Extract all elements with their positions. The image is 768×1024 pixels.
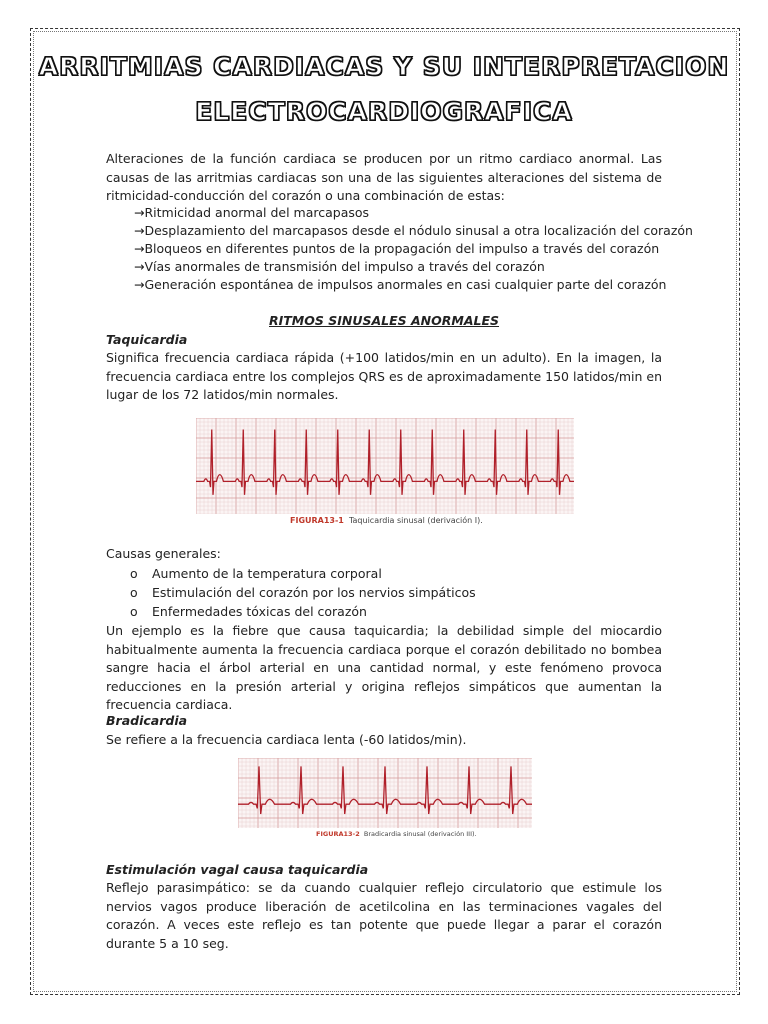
- bradicardia-heading: Bradicardia: [106, 713, 188, 728]
- taquicardia-heading: Taquicardia: [106, 332, 188, 347]
- vagal-heading: Estimulación vagal causa taquicardia: [106, 862, 369, 877]
- title-line-1: ARRITMIAS CARDIACAS Y SU INTERPRETACION: [38, 52, 730, 81]
- cause-text: Aumento de la temperatura corporal: [152, 566, 382, 581]
- cause-text: Estimulación del corazón por los nervios simpáticos: [152, 585, 476, 600]
- taquicardia-paragraph: Significa frecuencia cardiaca rápida (+100 latidos/min en un adulto). En la imagen, la frecuencia cardiaca entre los complejos QRS es de aproximadamente 150 latidos/min en lugar de los 72 latidos/min normales.: [106, 350, 662, 402]
- figure-label-1: FIGURA13-1: [290, 516, 344, 525]
- section-title: RITMOS SINUSALES ANORMALES: [268, 313, 500, 328]
- figure-caption-text-2: Bradicardia sinusal (derivación III).: [363, 830, 477, 838]
- intro-paragraph: Alteraciones de la función cardiaca se producen por un ritmo cardiaco anormal. Las causas de las arritmias cardiacas son una de las siguientes alteraciones del sistema de ritmicidad-conducción del corazón o una combinación de estas:: [106, 151, 662, 203]
- causes-label: Causas generales:: [106, 546, 221, 561]
- cause-text: Enfermedades tóxicas del corazón: [152, 604, 367, 619]
- title-line-2: ELECTROCARDIOGRAFICA: [195, 97, 573, 126]
- taquicardia-example: Un ejemplo es la fiebre que causa taquicardia; la debilidad simple del miocardio habitualmente aumenta la frecuencia cardiaca porque el corazón debilitado no bombea sangre hacia el árbol arterial en una cantidad normal, y este fenómeno provoca reducciones en la presión arterial y origina reflejos simpáticos que aumentan la frecuencia cardiaca.: [106, 623, 662, 712]
- intro-item-4: →Vías anormales de transmisión del impulso a través del corazón: [134, 259, 545, 274]
- vagal-paragraph: Reflejo parasimpático: se da cuando cualquier reflejo circulatorio que estimule los nervios vagos produce liberación de acetilcolina en las terminaciones vagales del corazón. A veces este reflejo es tan potente que puede llegar a parar el corazón durante 5 a 10 seg.: [106, 880, 662, 951]
- intro-item-3: →Bloqueos en diferentes puntos de la propagación del impulso a través del corazón: [134, 241, 660, 256]
- figure-caption-1: [290, 516, 483, 525]
- figure-caption-2: [316, 830, 477, 838]
- bullet: o: [130, 585, 138, 600]
- figure-label-2: FIGURA13-2: [316, 830, 360, 838]
- bradicardia-paragraph: Se refiere a la frecuencia cardiaca lenta (-60 latidos/min).: [106, 732, 467, 747]
- ecg-taquicardia: [196, 418, 574, 514]
- ecg-bradicardia: [238, 758, 532, 828]
- bullet: o: [130, 566, 138, 581]
- figure-caption-text-1: Taquicardia sinusal (derivación I).: [348, 516, 483, 525]
- intro-item-2: →Desplazamiento del marcapasos desde el nódulo sinusal a otra localización del corazón: [134, 223, 693, 238]
- bullet: o: [130, 604, 138, 619]
- intro-item-1: →Ritmicidad anormal del marcapasos: [134, 205, 370, 220]
- intro-item-5: →Generación espontánea de impulsos anormales en casi cualquier parte del corazón: [134, 277, 667, 292]
